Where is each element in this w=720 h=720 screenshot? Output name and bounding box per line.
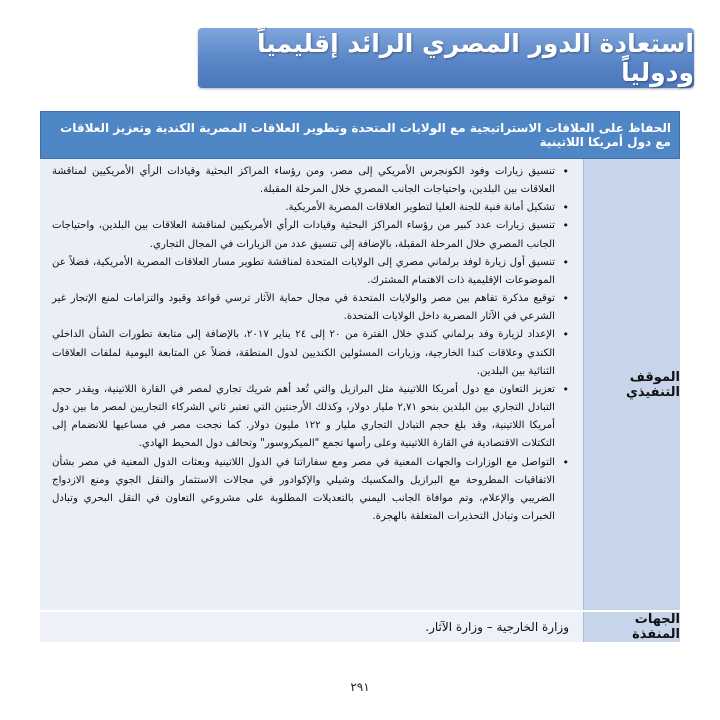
page-title-banner (198, 28, 694, 88)
executive-status-label: الموقف التنفيذي (583, 159, 680, 610)
list-item: • التواصل مع الوزارات والجهات المعنية في مصر ومع سفاراتنا في الدول اللاتينية وبعثات الدول المعنية في مصر بشأن الاتفاقيات المطروحة مع البرازيل والمكسيك وشيلي والإكوادور في مجالات الاستثمار والنقل الجوي ومنع الازدواج الضريبي والإعلام، وتم موافاة الجانب اليمني بالتعديلات المطلوبة على مشروعي التعاون في النقل البحري وتبادل الخبرات وتبادل التحذيرات المتعلقة بالهجرة. (52, 454, 569, 527)
implementing-entities-value: وزارة الخارجية – وزارة الآثار. (40, 612, 583, 642)
program-table (40, 111, 680, 642)
table-header: الحفاظ على العلاقات الاستراتيجية مع الولايات المتحدة وتطوير العلاقات المصرية الكندية وتعزيز العلاقات مع دول أمريكا اللاتينية (40, 111, 680, 159)
list-item: • تنسيق زيارات عدد كبير من رؤساء المراكز البحثية وقيادات الرأي الأمريكيين لمناقشة العلاقات بين البلدين، واحتياجات الجانب المصري خلال المرحلة المقبلة، بالإضافة إلى تنسيق عدد من الزيارات في المجال التجاري. (52, 217, 569, 253)
list-item: • تنسيق زيارات وفود الكونجرس الأمريكي إلى مصر، ومن رؤساء المراكز البحثية وقيادات الرأي الأمريكيين لمناقشة العلاقات بين البلدين، واحتياجات الجانب المصري خلال المرحلة المقبلة. (52, 163, 569, 199)
list-item: • تشكيل أمانة فنية للجنة العليا لتطوير العلاقات المصرية الأمريكية. (52, 199, 569, 217)
executive-status-content (40, 159, 583, 610)
page-number: ٢٩١ (350, 680, 370, 694)
implementing-entities-row (40, 612, 680, 642)
executive-status-row (40, 159, 680, 610)
list-item: • الإعداد لزيارة وفد برلماني كندي خلال الفترة من ٢٠ إلى ٢٤ يناير ٢٠١٧، بالإضافة إلى متابعة تطورات الشأن الداخلي الكندي وعلاقات كندا الخارجية، وزيارات المسئولين الكنديين لدول المنطقة، فضلاً عن المتابعة اليومية لملفات العلاقات الثنائية بين البلدين. (52, 326, 569, 380)
list-item: • توقيع مذكرة تفاهم بين مصر والولايات المتحدة في مجال حماية الآثار ترسي قواعد وقيود والتزامات لمنع الإتجار غير الشرعي في الآثار المصرية داخل الولايات المتحدة. (52, 290, 569, 326)
list-item: • تنسيق أول زيارة لوفد برلماني مصري إلى الولايات المتحدة لمناقشة تطوير مسار العلاقات المصرية الأمريكية، فضلاً عن الموضوعات الإقليمية ذات الاهتمام المشترك. (52, 254, 569, 290)
page-title: استعادة الدور المصري الرائد إقليمياً ودولياً (256, 29, 694, 87)
list-item: • تعزيز التعاون مع دول أمريكا اللاتينية مثل البرازيل والتي تُعد أهم شريك تجاري لمصر في القارة اللاتينية، ويقدر حجم التبادل التجاري بين البلدين بنحو ٢,٧١ مليار دولار، وكذلك الأرجنتين التي تعتبر ثاني الشركاء التجاريين لمصر ما بين دول أمريكا اللاتينية، وقد بلغ حجم التبادل التجاري مليار و ١٢٢ مليون دولار. كما نجحت مصر في مساعيها للانضمام إلى التكتلات الاقتصادية في القارة اللاتينية وعلى رأسها تجمع "الميكروسور" وتحالف دول المحيط الهادي. (52, 381, 569, 454)
implementing-entities-label: الجهات المنفذة (583, 612, 680, 642)
executive-status-list (40, 159, 583, 526)
